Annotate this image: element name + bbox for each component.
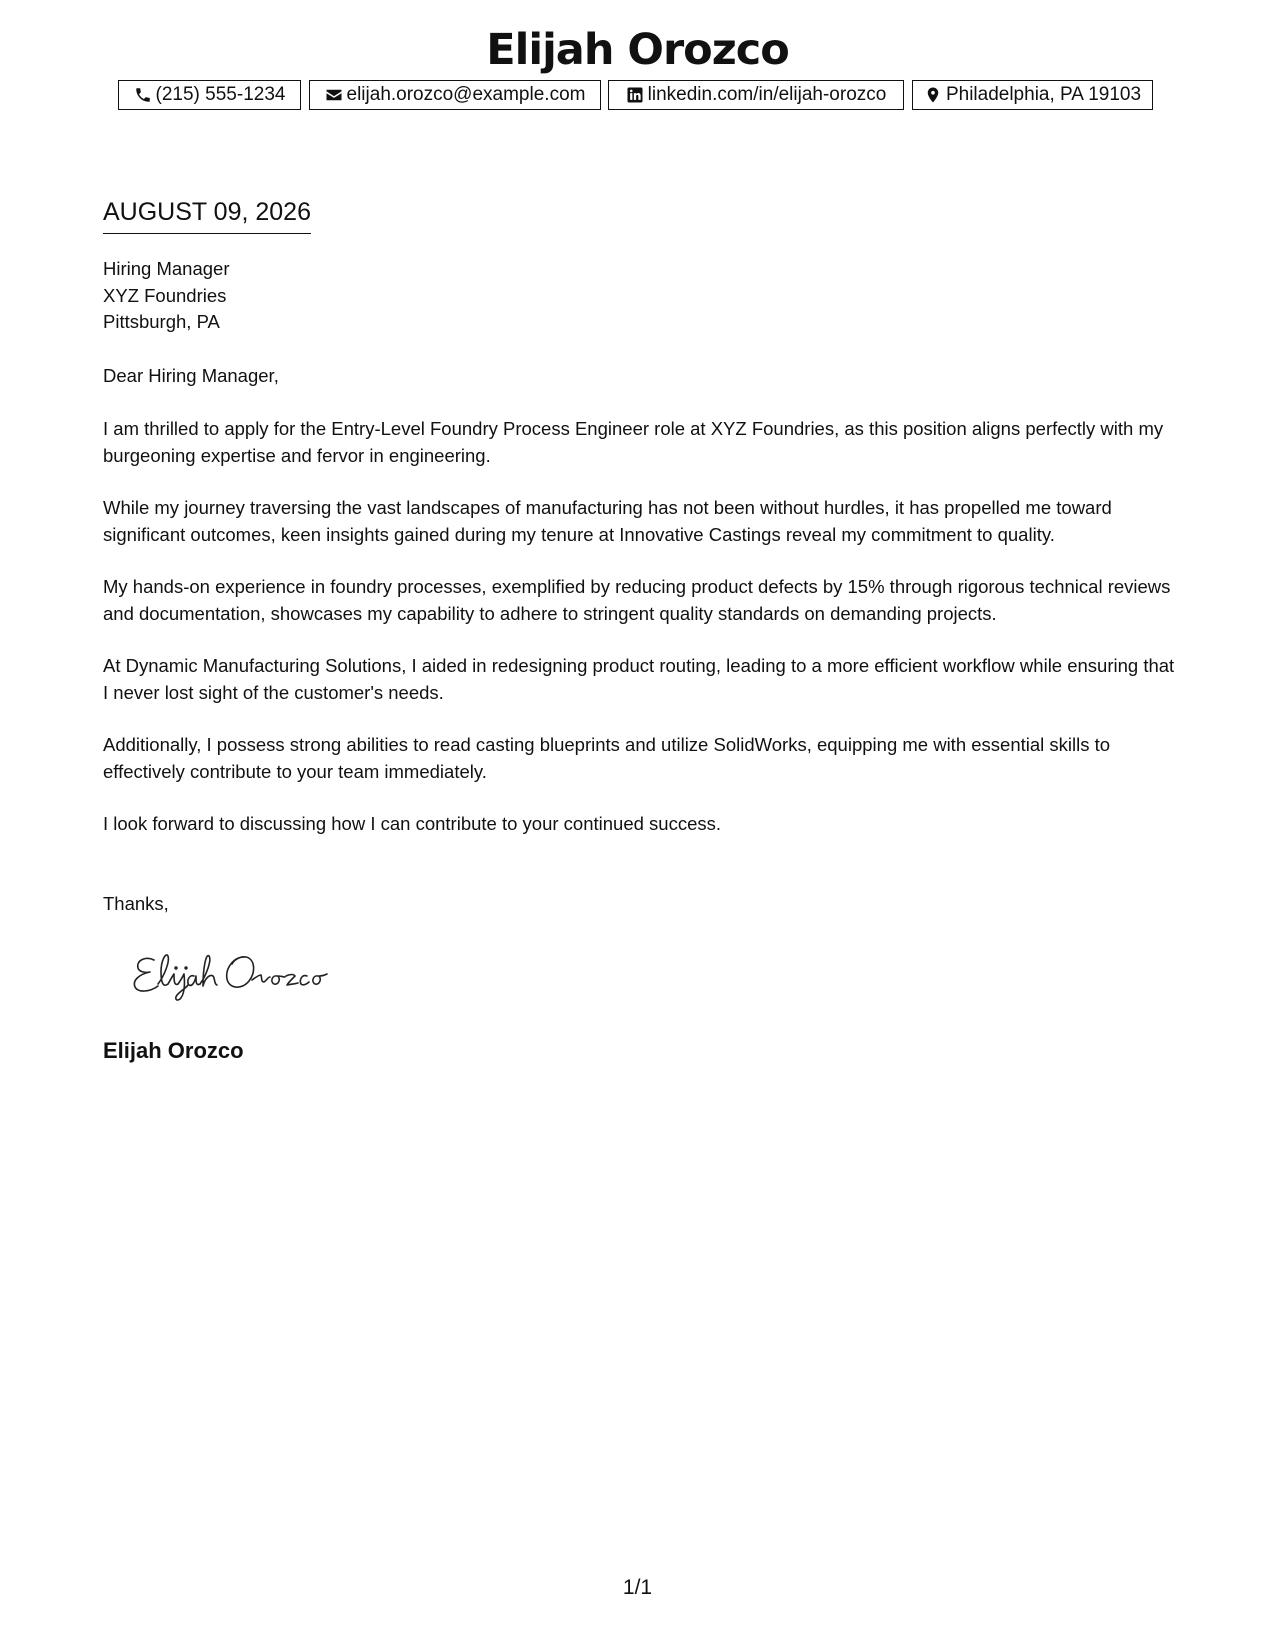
signer-name: Elijah Orozco <box>103 1038 244 1063</box>
map-pin-icon <box>924 86 942 104</box>
envelope-icon <box>325 86 343 104</box>
salutation: Dear Hiring Manager, <box>103 365 279 386</box>
contact-location <box>912 80 1153 110</box>
body-paragraph: At Dynamic Manufacturing Solutions, I aided in redesigning product routing, leading to a more efficient workflow while ensuring that I never lost sight of the customer's needs. <box>103 655 1175 703</box>
body-paragraph: My hands-on experience in foundry processes, exemplified by reducing product defects by 15% through rigorous technical reviews and documentation, showcases my capability to adhere to stringent quality standards on demanding projects. <box>103 576 1171 624</box>
recipient-location: Pittsburgh, PA <box>103 311 220 332</box>
page-number: 1/1 <box>622 1576 653 1599</box>
contact-email[interactable] <box>309 80 601 110</box>
recipient-block <box>103 256 229 336</box>
closing: Thanks, <box>103 893 169 914</box>
contact-phone-text: (215) 555-1234 <box>155 84 286 105</box>
contact-bar <box>118 80 1153 112</box>
contact-linkedin-text[interactable]: linkedin.com/in/elijah-orozco <box>647 84 887 105</box>
recipient-title: Hiring Manager <box>103 258 230 279</box>
body-paragraph: Additionally, I possess strong abilities to read casting blueprints and utilize SolidWorks, equipping me with essential skills to effectively contribute to your team immediately. <box>103 734 1111 782</box>
contact-linkedin[interactable] <box>608 80 904 110</box>
contact-phone <box>118 80 301 110</box>
body-paragraph: While my journey traversing the vast landscapes of manufacturing has not been without hurdles, it has propelled me toward significant outcomes, keen insights gained during my tenure at Innovative Castings reveal my commitment to quality. <box>103 497 1112 545</box>
contact-location-text: Philadelphia, PA 19103 <box>945 84 1142 105</box>
linkedin-icon <box>626 86 644 104</box>
handwritten-signature <box>128 944 338 1002</box>
body-paragraph: I look forward to discussing how I can contribute to your continued success. <box>103 813 722 834</box>
recipient-company: XYZ Foundries <box>103 284 227 306</box>
contact-email-text[interactable]: elijah.orozco@example.com <box>346 84 586 105</box>
body-paragraph: I am thrilled to apply for the Entry-Level Foundry Process Engineer role at XYZ Foundries, as this position aligns perfectly with my burgeoning expertise and fervor in engineering. <box>103 418 1164 466</box>
phone-icon <box>134 86 152 104</box>
letter-date: AUGUST 09, 2026 <box>103 196 311 234</box>
candidate-name: Elijah Orozco <box>486 25 789 75</box>
